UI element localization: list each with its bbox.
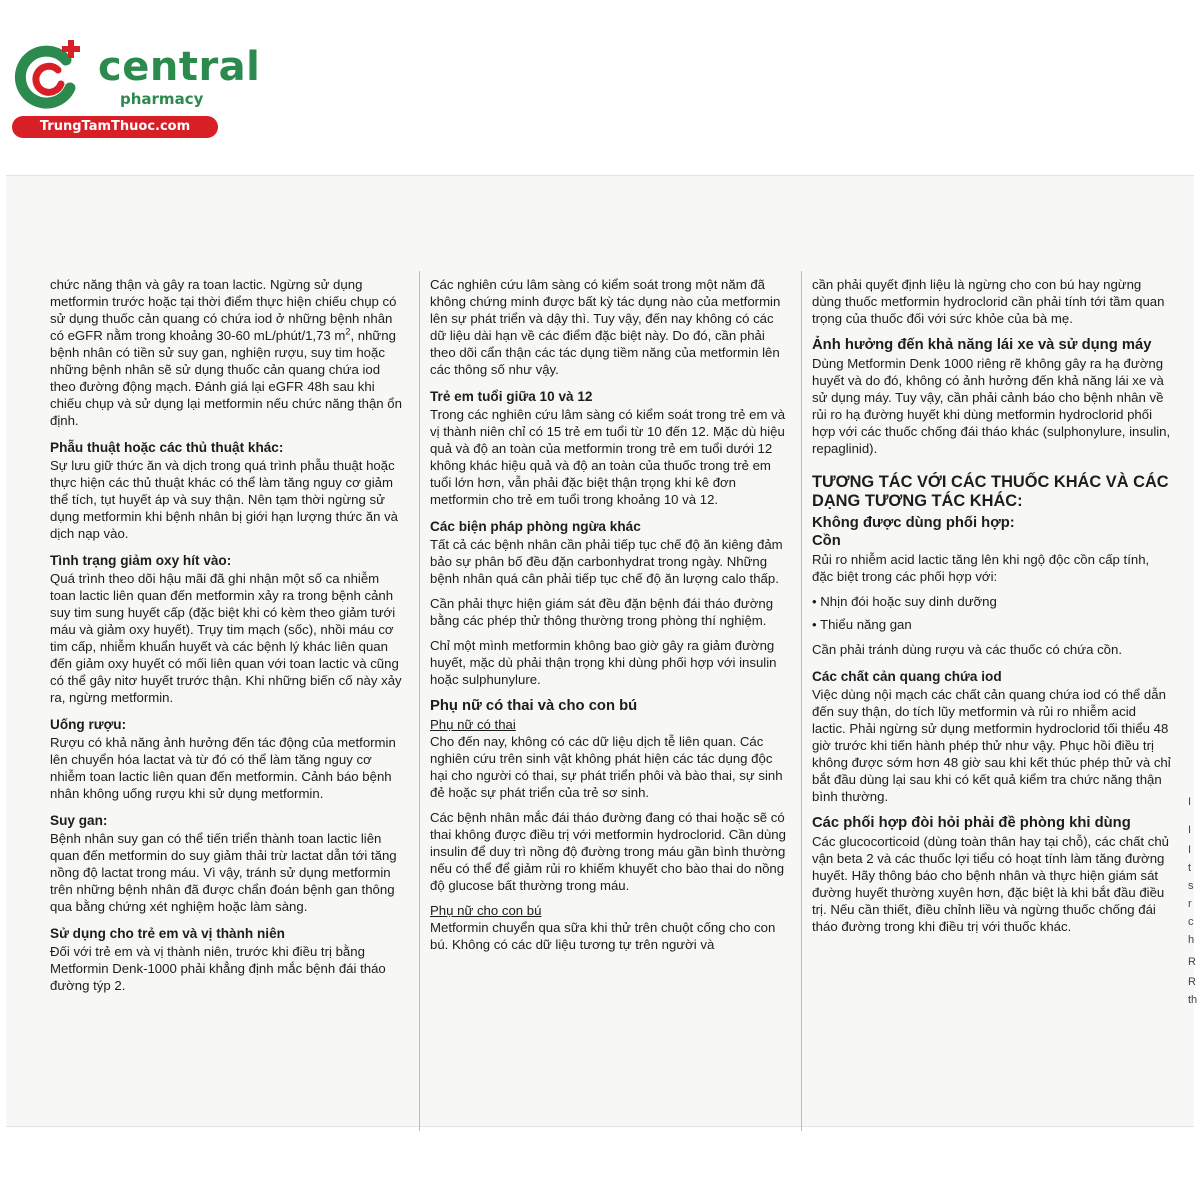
pharmacy-cross-icon [12,38,84,118]
column-3 [812,276,1172,935]
section-heading: Các biện pháp phòng ngừa khác [430,519,641,534]
paragraph: Các glucocorticoid (dùng toàn thân hay tại chỗ), các chất chủ vận beta 2 và các thuốc lợi tiểu có hoạt tính làm tăng đường huyết. Hãy thông báo cho bệnh nhân và thực hiện giám sát đường huyết thường xuyên hơn, đặc biệt là khi bắt đầu điều trị. Nếu cần thiết, điều chỉnh liều và ngừng thuốc chống đái tháo đường trong khi điều trị với thuốc khác. [812,834,1170,934]
paragraph: Cần phải tránh dùng rượu và các thuốc có chứa cồn. [812,642,1123,657]
paragraph: Cho đến nay, không có các dữ liệu dịch tễ liên quan. Các nghiên cứu trên sinh vật không phát hiện các tác dụng độc hại cho người có thai, sự phát triển phôi và bào thai, sự sinh đẻ hoặc sự phát triển của trẻ sơ sinh. [430,734,783,800]
paragraph: Bệnh nhân suy gan có thể tiến triển thành toan lactic liên quan đến metformin do suy giảm thải trừ lactat dẫn tới tăng nồng độ lactat trong máu. Vì vậy, tránh sử dụng metformin trên những bệnh nhân đã được chẩn đoán bệnh gan thông qua bằng chứng xét nghiệm hoặc làm sàng. [50,831,397,914]
bullet-list [812,593,1172,633]
list-item: • Thiểu năng gan [812,616,1172,633]
paragraph: Quá trình theo dõi hậu mãi đã ghi nhận một số ca nhiễm toan lactic liên quan đến metformin xảy ra trong bệnh cảnh suy tim sung huyết cấp (đặc biệt khi có kèm theo giảm tưới máu và giảm oxy huyết). Trụy tim mạch (sốc), nhồi máu cơ tim cấp, nhiễm khuẩn huyết và các bệnh lý khác liên quan đến giảm oxy huyết có mối liên quan với toan lactic và cũng có thể gây nitơ huyết trước thận. Khi những biến cố này xảy ra, ngừng metformin. [50,571,402,705]
section-heading: Suy gan: [50,813,108,828]
brand-subtitle: pharmacy [120,90,204,108]
column-2 [430,276,790,953]
sub-heading: Phụ nữ có thai [430,717,516,732]
section-heading: Phẫu thuật hoặc các thủ thuật khác: [50,440,284,455]
section-heading: Không được dùng phối hợp: [812,515,1015,531]
brand-website[interactable]: TrungTamThuoc.com [12,116,218,138]
paragraph: Đối với trẻ em và vị thành niên, trước khi điều trị bằng Metformin Denk-1000 phải khẳng định mắc bệnh đái tháo đường týp 2. [50,944,386,993]
section-heading: Ảnh hưởng đến khả năng lái xe và sử dụng máy [812,337,1152,353]
brand-logo[interactable] [10,38,261,138]
paragraph: Tất cả các bệnh nhân cần phải tiếp tục chế độ ăn kiêng đảm bảo sự phân bố đều đặn carbonhydrat trong ngày. Những bệnh nhân quá cân phải tiếp tục chế độ ăn lượng calo thấp. [430,537,783,586]
section-heading: Trẻ em tuổi giữa 10 và 12 [430,389,593,404]
paragraph: Các nghiên cứu lâm sàng có kiểm soát trong một năm đã không chứng minh được bất kỳ tác dụng nào của metformin lên sự phát triển và dậy thì. Tuy vậy, đến nay không có các dữ liệu dài hạn về các điểm đặc biệt này. Do đó, cần phải theo dõi cẩn thận các tác dụng tiềm năng của metformin lên các thông số như vậy. [430,277,781,377]
section-heading: TƯƠNG TÁC VỚI CÁC THUỐC KHÁC VÀ CÁC DẠNG TƯƠNG TÁC KHÁC: [812,473,1169,510]
list-item: • Nhịn đói hoặc suy dinh dưỡng [812,593,1172,610]
paragraph: Rủi ro nhiễm acid lactic tăng lên khi ngộ độc cồn cấp tính, đặc biệt trong các phối hợp với: [812,552,1150,584]
paragraph: cần phải quyết định liệu là ngừng cho con bú hay ngừng dùng thuốc metformin hydroclorid cần phải tính tới tầm quan trọng của thuốc đối với sức khỏe của bà mẹ. [812,277,1165,326]
column-divider [419,271,420,1131]
paragraph: Rượu có khả năng ảnh hưởng đến tác động của metformin lên chuyển hóa lactat và từ đó có thể làm tăng nguy cơ nhiễm toan lactic liên quan đến metformin. Cảnh báo bệnh nhân không uống rượu khi sử dụng metformin. [50,735,396,801]
section-heading: Tình trạng giảm oxy hít vào: [50,553,232,568]
section-heading: Các chất cản quang chứa iod [812,669,1002,684]
section-heading: Sử dụng cho trẻ em và vị thành niên [50,926,285,941]
paragraph: Sự lưu giữ thức ăn và dịch trong quá trình phẫu thuật hoặc thực hiện các thủ thuật khác có thể làm tăng nguy cơ giảm thể tích, tụt huyết áp và suy thận. Nên tạm thời ngừng sử dụng metformin khi bệnh nhân bị giới hạn lượng thức ăn và dịch nạp vào. [50,458,398,541]
paragraph: Trong các nghiên cứu lâm sàng có kiểm soát trong trẻ em và vị thành niên chỉ có 15 trẻ em tuổi từ 10 đến 12. Mặc dù hiệu quả và độ an toàn của metformin trong trẻ em tuổi dưới 12 không khác hiệu quả và độ an toàn của thuốc trong trẻ em tuổi lớn hơn, vẫn phải đặc biệt thận trọng khi kê đơn metformin cho trẻ em tuổi trong khoảng 10 và 12. [430,407,786,507]
section-heading: Uống rượu: [50,717,127,732]
column-divider [801,271,802,1131]
paragraph: chức năng thận và gây ra toan lactic. Ngừng sử dụng metformin trước hoặc tại thời điểm thực hiện chiếu chụp có sử dụng thuốc cản quang có chứa iod ở những bệnh nhân có eGFR nằm trong khoảng 30-60 mL/phút/1,73 $m^2$, những bệnh nhân có tiền sử suy gan, nghiện rượu, suy tim hoặc những bệnh nhân sẽ sử dụng thuốc cản quang chứa iod theo đường động mạch. Đánh giá lại eGFR 48h sau khi chiếu chụp và sử dụng lại metformin nếu chức năng thận ổn định. [50,277,402,428]
brand-name: central [98,44,261,90]
paragraph: Metformin chuyển qua sữa khi thử trên chuột cống cho con bú. Không có các dữ liệu tương tự trên người và [430,920,776,952]
section-heading: Cồn [812,533,841,549]
paragraph: Dùng Metformin Denk 1000 riêng rẽ không gây ra hạ đường huyết và do đó, không có ảnh hưởng đến khả năng lái xe và sử dụng máy. Tuy vậy, cần phải cảnh báo cho bệnh nhân về rủi ro hạ đường huyết khi dùng metformin hydroclorid phối hợp với các thuốc chống đái tháo khác (sulphonylure, insulin, repaglinid). [812,356,1171,456]
section-heading: Phụ nữ có thai và cho con bú [430,698,638,714]
column-1 [50,276,406,994]
paragraph: Chỉ một mình metformin không bao giờ gây ra giảm đường huyết, mặc dù phải thận trọng khi dùng phối hợp với insulin hoặc sulphunylure. [430,638,777,687]
paragraph: Các bệnh nhân mắc đái tháo đường đang có thai hoặc sẽ có thai không được điều trị với metformin hydroclorid. Cần dùng insulin để duy trì nồng độ đường trong máu gần bình thường nếu có thể để giảm rủi ro khiếm khuyết cho bào thai do nồng độ glucose bất thường trong máu. [430,810,786,893]
paragraph: Việc dùng nội mạch các chất cản quang chứa iod có thể dẫn đến suy thận, do tích lũy metformin và rủi ro nhiễm acid lactic. Phải ngừng sử dụng metformin hydroclorid tối thiểu 48 giờ trước khi tiến hành phép thử như vậy. Phục hồi điều trị không được sớm hơn 48 giờ sau khi kết thúc phép thử và chỉ bắt đầu dùng lại sau khi có kết quả kiểm tra chức năng thận bình thường. [812,687,1171,804]
paragraph: Cần phải thực hiện giám sát đều đặn bệnh đái tháo đường bằng các phép thử thông thường trong phòng thí nghiệm. [430,596,774,628]
leaflet-page: chức năng thận và gây ra toan lactic. Ngừng sử dụng metformin trước hoặc tại thời điểm thực hiện chiếu chụp có sử dụng thuốc cản quang có chứa iod ở những bệnh nhân có eGFR nằm trong khoảng 30-60 mL/phút/1,73 $m^2$, những bệnh nhân có tiền sử suy gan, nghiện rượu, suy tim hoặc những bệnh nhân sẽ sử dụng thuốc cản quang chứa iod theo đường động mạch. Đánh giá lại eGFR 48h sau khi chiếu chụp và sử dụng lại metformin nếu chức năng thận ổn định. Phẫu thuật hoặc các thủ thuật khác: Sự lưu giữ thức ăn và dịch trong quá trình phẫu thuật hoặc thực hiện các thủ thuật khác có thể làm tăng nguy cơ giảm thể tích, tụt huyết áp và suy thận. Nên tạm thời ngừng sử dụng metformin khi bệnh nhân bị giới hạn lượng thức ăn và dịch nạp vào. Tình trạng giảm oxy hít vào: Quá trình theo dõi hậu mãi đã ghi nhận một số ca nhiễm toan lactic liên quan đến metformin xảy ra trong bệnh cảnh suy tim sung huyết cấp (đặc biệt khi có kèm theo giảm tưới máu và giảm oxy huyết). Trụy tim mạch (sốc), nhồi máu cơ tim cấp, nhiễm khuẩn huyết và các bệnh lý khác liên quan đến giảm oxy huyết có mối liên quan với toan lactic và cũng có thể gây nitơ huyết trước thận. Khi những biến cố này xảy ra, ngừng metformin. Uống rượu: Rượu có khả năng ảnh hưởng đến tác động của metformin lên chuyển hóa lactat và từ đó có thể làm tăng nguy cơ nhiễm toan lactic liên quan đến metformin. Cảnh báo bệnh nhân không uống rượu khi sử dụng metformin. Suy gan: Bệnh nhân suy gan có thể tiến triển thành toan lactic liên quan đến metformin do suy giảm thải trừ lactat dẫn tới tăng nồng độ lactat trong máu. Vì vậy, tránh sử dụng metformin trên những bệnh nhân đã được chẩn đoán bệnh gan thông qua bằng chứng xét nghiệm hoặc làm sàng. Sử dụng cho trẻ em và vị thành niên Đối với trẻ em và vị thành niên, trước khi điều trị bằng Metformin Denk-1000 phải khẳng định mắc bệnh đái tháo đường týp 2. Các nghiên cứu lâm sàng có kiểm soát trong một năm đã không chứng minh được bất kỳ tác dụng nào của metformin lên sự phát triển và dậy thì. Tuy vậy, đến nay không có các dữ liệu dài hạn về các điểm đặc biệt này. Do đó, cần phải theo dõi cẩn thận các tác dụng tiềm năng của metformin lên các thông số như vậy. Trẻ em tuổi giữa 10 và 12 Trong các nghiên cứu lâm sàng có kiểm soát trong trẻ em và vị thành niên chỉ có 15 trẻ em tuổi từ 10 đến 12. Mặc dù hiệu quả và độ an toàn của metformin trong trẻ em tuổi dưới 12 không khác hiệu quả và độ an toàn của thuốc trong trẻ em tuổi lớn hơn, vẫn phải đặc biệt thận trọng khi kê đơn metformin cho trẻ em tuổi trong khoảng 10 và 12. Các biện pháp phòng ngừa khác Tất cả các bệnh nhân cần phải tiếp tục chế độ ăn kiêng đảm bảo sự phân bố đều đặn carbonhydrat trong ngày. Những bệnh nhân quá cân phải tiếp tục chế độ ăn lượng calo thấp. Cần phải thực hiện giám sát đều đặn bệnh đái tháo đường bằng các phép thử thông thường trong phòng thí nghiệm. Chỉ một mình metformin không bao giờ gây ra giảm đường huyết, mặc dù phải thận trọng khi dùng phối hợp với insulin hoặc sulphunylure. Phụ nữ có thai và cho con bú Phụ nữ có thai Cho đến nay, không có các dữ liệu dịch tễ liên quan. Các nghiên cứu trên sinh vật không phát hiện các tác dụng độc hại cho người có thai, sự phát triển phôi và bào thai, sự sinh đẻ hoặc sự phát triển của trẻ sơ sinh. Các bệnh nhân mắc đái tháo đường đang có thai hoặc sẽ có thai không được điều trị với metformin hydroclorid. Cần dùng insulin để duy trì nồng độ đường trong máu gần bình thường nếu có thể để giảm rủi ro khiếm khuyết cho bào thai do nồng độ glucose bất thường trong máu. Phụ nữ cho con bú Metformin chuyển qua sữa khi thử trên chuột cống cho con bú. Không có các dữ liệu tương tự trên người và cần phải quyết định liệu là ngừng cho con bú hay ngừng dùng thuốc metformin hydroclorid cần phải tính tới tầm quan trọng của thuốc đối với sức khỏe của bà mẹ. Ảnh hưởng đến khả năng lái xe và sử dụng máy Dùng Metformin Denk 1000 riêng rẽ không gây ra hạ đường huyết và do đó, không có ảnh hưởng đến khả năng lái xe và sử dụng máy. Tuy vậy, cần phải cảnh báo cho bệnh nhân về rủi ro hạ đường huyết khi dùng metformin hydroclorid phối hợp với các thuốc chống đái tháo khác (sulphonylure, insulin, repaglinid). TƯƠNG TÁC VỚI CÁC THUỐC KHÁC VÀ CÁC DẠNG TƯƠNG TÁC KHÁC: Không được dùng phối hợp: Cồn Rủi ro nhiễm acid lactic tăng lên khi ngộ độc cồn cấp tính, đặc biệt trong các phối hợp với: • Nhịn đói hoặc suy dinh dưỡng • Thiểu năng gan Cần phải tránh dùng rượu và các thuốc có chứa cồn. Các chất cản quang chứa iod Việc dùng nội mạch các chất cản quang chứa iod có thể dẫn đến suy thận, do tích lũy metformin và rủi ro nhiễm acid lactic. Phải ngừng sử dụng metformin hydroclorid tối thiểu 48 giờ trước khi tiến hành phép thử như vậy. Phục hồi điều trị không được sớm hơn 48 giờ sau khi kết thúc phép thử và chỉ bắt đầu dùng lại sau khi có kết quả kiểm tra chức năng thận bình thường. Các phối hợp đòi hỏi phải đề phòng khi dùng Các glucocorticoid (dùng toàn thân hay tại chỗ), các chất chủ vận beta 2 và các thuốc lợi tiểu có hoạt tính làm tăng đường huyết. Hãy thông báo cho bệnh nhân và thực hiện giám sát đường huyết thường xuyên hơn, đặc biệt là khi bắt đầu điều trị. Nếu cần thiết, điều chỉnh liều và ngừng thuốc chống đái tháo đường trong khi điều trị với thuốc khác. I I I t s r c h R R th [6,175,1194,1127]
section-heading: Các phối hợp đòi hỏi phải đề phòng khi dùng [812,815,1131,831]
sub-heading: Phụ nữ cho con bú [430,903,542,918]
